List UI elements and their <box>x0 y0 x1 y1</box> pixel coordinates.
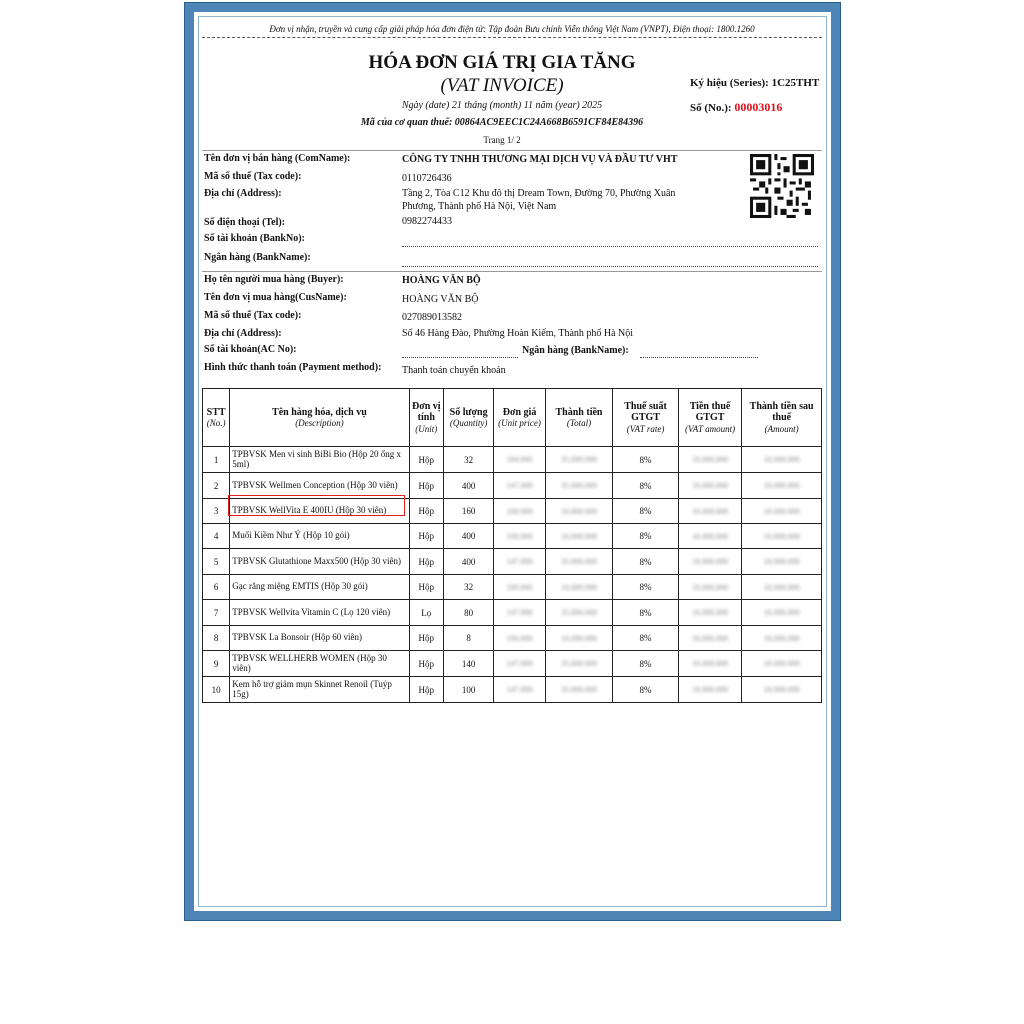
row-unit: Hộp <box>409 575 443 600</box>
seller-tel-label: Số điện thoại (Tel): <box>204 217 286 228</box>
row-total: 16.000.000 <box>545 575 613 600</box>
row-total: 35.000.000 <box>545 651 613 677</box>
row-no: 6 <box>203 575 230 600</box>
seller-tax-label: Mã số thuế (Tax code): <box>204 171 302 182</box>
row-amount: 16.000.000 <box>742 575 822 600</box>
row-description: TPBVSK Glutathione Maxx500 (Hộp 30 viên) <box>230 549 409 575</box>
row-amount: 16.000.000 <box>742 626 822 651</box>
row-total: 35.000.000 <box>545 447 613 473</box>
seller-bank-name-line <box>402 266 818 267</box>
row-amount: 16.000.000 <box>742 677 822 703</box>
row-amount: 16.000.000 <box>742 524 822 549</box>
row-unit-price: 147.000 <box>494 600 545 626</box>
invoice-series <box>690 77 819 89</box>
row-total: 16.000.000 <box>545 626 613 651</box>
row-description: Muối Kiềm Như Ý (Hộp 10 gói) <box>230 524 409 549</box>
row-no: 8 <box>203 626 230 651</box>
seller-address-label: Địa chỉ (Address): <box>204 188 282 199</box>
table-header-row <box>203 389 822 447</box>
row-description: Gạc răng miệng EMTIS (Hộp 30 gói) <box>230 575 409 600</box>
table-row <box>203 626 822 651</box>
buyer-bank-label: Ngân hàng (BankName): <box>522 345 629 356</box>
row-total: 35.000.000 <box>545 549 613 575</box>
row-unit: Hộp <box>409 473 443 499</box>
row-no: 7 <box>203 600 230 626</box>
buyer-address-label: Địa chỉ (Address): <box>204 328 282 339</box>
col-header-quantity: Số lượng (Quantity) <box>443 389 493 447</box>
row-quantity: 400 <box>443 473 493 499</box>
table-row <box>203 677 822 703</box>
row-total: 35.000.000 <box>545 677 613 703</box>
row-amount: 16.000.000 <box>742 447 822 473</box>
row-unit: Hộp <box>409 651 443 677</box>
row-vat-rate: 8% <box>613 677 679 703</box>
invoice-title: HÓA ĐƠN GIÁ TRỊ GIA TĂNG <box>368 52 636 73</box>
col-header-vat-amount: Tiền thuế GTGT (VAT amount) <box>678 389 742 447</box>
row-vat-amount: 16.000.000 <box>678 600 742 626</box>
table-row <box>203 575 822 600</box>
row-total: 35.000.000 <box>545 600 613 626</box>
row-description: TPBVSK Men vi sinh BiBi Bio (Hộp 20 ống x 5ml) <box>230 447 409 473</box>
row-description: TPBVSK WELLHERB WOMEN (Hộp 30 viên) <box>230 651 409 677</box>
row-amount: 16.000.000 <box>742 600 822 626</box>
payment-method-label: Hình thức thanh toán (Payment method): <box>204 362 382 373</box>
buyer-tax-label: Mã số thuế (Tax code): <box>204 310 302 321</box>
buyer-company: HOÀNG VĂN BỘ <box>402 294 479 305</box>
tax-authority-code: Mã của cơ quan thuế: 00864AC9EEC1C24A668B6591CF84E84396 <box>360 117 644 128</box>
table-row <box>203 447 822 473</box>
seller-address-line2: Phương, Thành phố Hà Nội, Việt Nam <box>402 201 557 212</box>
row-quantity: 8 <box>443 626 493 651</box>
buyer-tax-code: 027089013582 <box>402 312 462 323</box>
row-unit-price: 147.000 <box>494 473 545 499</box>
row-unit-price: 100.000 <box>494 524 545 549</box>
row-vat-amount: 16.000.000 <box>678 447 742 473</box>
invoice-items-table <box>202 388 822 703</box>
row-vat-rate: 8% <box>613 575 679 600</box>
row-unit: Lọ <box>409 600 443 626</box>
row-amount: 16.000.000 <box>742 549 822 575</box>
seller-tel: 0982274433 <box>402 216 452 227</box>
row-description: TPBVSK Wellvita Vitamin C (Lọ 120 viên) <box>230 600 409 626</box>
qr-code-icon <box>750 154 814 218</box>
row-total: 16.000.000 <box>545 524 613 549</box>
row-vat-amount: 16.000.000 <box>678 677 742 703</box>
row-unit: Hộp <box>409 549 443 575</box>
invoice-date: Ngày (date) 21 tháng (month) 11 năm (year) 2025 <box>401 100 603 111</box>
row-vat-rate: 8% <box>613 626 679 651</box>
row-unit: Hộp <box>409 499 443 524</box>
row-quantity: 140 <box>443 651 493 677</box>
row-total: 16.000.000 <box>545 499 613 524</box>
buyer-address: Số 46 Hàng Đào, Phường Hoàn Kiếm, Thành phố Hà Nội <box>402 328 634 339</box>
row-no: 1 <box>203 447 230 473</box>
row-vat-rate: 8% <box>613 473 679 499</box>
seller-name: CÔNG TY TNHH THƯƠNG MẠI DỊCH VỤ VÀ ĐẦU TƯ VHT <box>402 154 678 165</box>
series-label: Ký hiệu (Series): <box>690 77 769 89</box>
row-unit: Hộp <box>409 447 443 473</box>
row-vat-rate: 8% <box>613 651 679 677</box>
row-unit-price: 147.000 <box>494 677 545 703</box>
invoice-document <box>202 20 822 900</box>
seller-bank-no-line <box>402 246 818 247</box>
seller-tax-code: 0110726436 <box>402 173 452 184</box>
seller-bank-name-label: Ngân hàng (BankName): <box>204 252 311 263</box>
row-vat-amount: 16.000.000 <box>678 575 742 600</box>
row-unit: Hộp <box>409 626 443 651</box>
row-description: TPBVSK Wellmen Conception (Hộp 30 viên) <box>230 473 409 499</box>
row-quantity: 100 <box>443 677 493 703</box>
row-description: TPBVSK La Bonsoir (Hộp 60 viên) <box>230 626 409 651</box>
row-no: 5 <box>203 549 230 575</box>
row-amount: 16.000.000 <box>742 499 822 524</box>
row-unit-price: 100.000 <box>494 499 545 524</box>
e-invoice-provider-line: Đơn vị nhận, truyền và cung cấp giải pháp hóa đơn điện tử: Tập đoàn Bưu chính Viễn thông Việt Nam (VNPT), Điện thoại: 1800.1260 <box>269 24 755 34</box>
row-vat-rate: 8% <box>613 524 679 549</box>
row-vat-amount: 16.000.000 <box>678 651 742 677</box>
seller-divider <box>202 150 822 151</box>
row-unit-price: 100.000 <box>494 575 545 600</box>
highlighted-row-marker <box>228 495 405 516</box>
row-quantity: 80 <box>443 600 493 626</box>
row-vat-rate: 8% <box>613 499 679 524</box>
table-row <box>203 549 822 575</box>
invoice-number <box>690 100 782 115</box>
series-value: 1C25THT <box>771 77 820 89</box>
row-amount: 16.000.000 <box>742 651 822 677</box>
col-header-description: Tên hàng hóa, dịch vụ (Description) <box>230 389 409 447</box>
table-row <box>203 600 822 626</box>
page-indicator: Trang 1/ 2 <box>483 135 521 145</box>
row-amount: 16.000.000 <box>742 473 822 499</box>
row-quantity: 400 <box>443 524 493 549</box>
invoice-subtitle: (VAT INVOICE) <box>440 75 564 96</box>
row-vat-rate: 8% <box>613 447 679 473</box>
row-quantity: 32 <box>443 447 493 473</box>
seller-address-line1: Tầng 2, Tòa C12 Khu đô thị Dream Town, Đường 70, Phường Xuân <box>402 188 676 199</box>
row-no: 10 <box>203 677 230 703</box>
row-unit: Hộp <box>409 524 443 549</box>
col-header-amount: Thành tiền sau thuế (Amount) <box>742 389 822 447</box>
row-description: TPBVSK WellVita E 400IU (Hộp 30 viên) <box>230 499 409 524</box>
buyer-account-line <box>402 357 518 358</box>
row-unit: Hộp <box>409 677 443 703</box>
row-vat-amount: 16.000.000 <box>678 524 742 549</box>
row-vat-amount: 16.000.000 <box>678 473 742 499</box>
buyer-bank-line <box>640 357 758 358</box>
buyer-divider <box>202 271 822 272</box>
buyer-name-label: Họ tên người mua hàng (Buyer): <box>204 274 344 285</box>
row-vat-rate: 8% <box>613 549 679 575</box>
buyer-name: HOÀNG VĂN BỘ <box>402 275 481 286</box>
row-unit-price: 184.000 <box>494 447 545 473</box>
row-vat-rate: 8% <box>613 600 679 626</box>
payment-method: Thanh toán chuyển khoản <box>402 365 506 376</box>
col-header-vat-rate: Thuế suất GTGT (VAT rate) <box>613 389 679 447</box>
seller-name-label: Tên đơn vị bán hàng (ComName): <box>204 153 351 164</box>
row-vat-amount: 16.000.000 <box>678 499 742 524</box>
col-header-total: Thành tiền (Total) <box>545 389 613 447</box>
seller-bank-no-label: Số tài khoản (BankNo): <box>204 233 305 244</box>
row-vat-amount: 16.000.000 <box>678 549 742 575</box>
invoice-number-value: 00003016 <box>734 100 783 114</box>
row-no: 3 <box>203 499 230 524</box>
row-no: 4 <box>203 524 230 549</box>
buyer-company-label: Tên đơn vị mua hàng(CusName): <box>204 292 347 303</box>
row-no: 9 <box>203 651 230 677</box>
row-quantity: 400 <box>443 549 493 575</box>
buyer-account-label: Số tài khoản(AC No): <box>204 344 297 355</box>
row-vat-amount: 16.000.000 <box>678 626 742 651</box>
invoice-number-label: Số (No.): <box>690 102 732 114</box>
col-header-unit: Đơn vị tính (Unit) <box>409 389 443 447</box>
row-no: 2 <box>203 473 230 499</box>
row-quantity: 32 <box>443 575 493 600</box>
header-divider <box>202 37 822 38</box>
row-quantity: 160 <box>443 499 493 524</box>
table-row <box>203 524 822 549</box>
table-row <box>203 651 822 677</box>
col-header-unit-price: Đơn giá (Unit price) <box>494 389 545 447</box>
row-unit-price: 147.000 <box>494 549 545 575</box>
row-description: Kem hỗ trợ giảm mụn Skinnet Renoil (Tuýp 15g) <box>230 677 409 703</box>
row-unit-price: 100.000 <box>494 626 545 651</box>
col-header-no: STT (No.) <box>203 389 230 447</box>
row-unit-price: 147.000 <box>494 651 545 677</box>
row-total: 35.000.000 <box>545 473 613 499</box>
